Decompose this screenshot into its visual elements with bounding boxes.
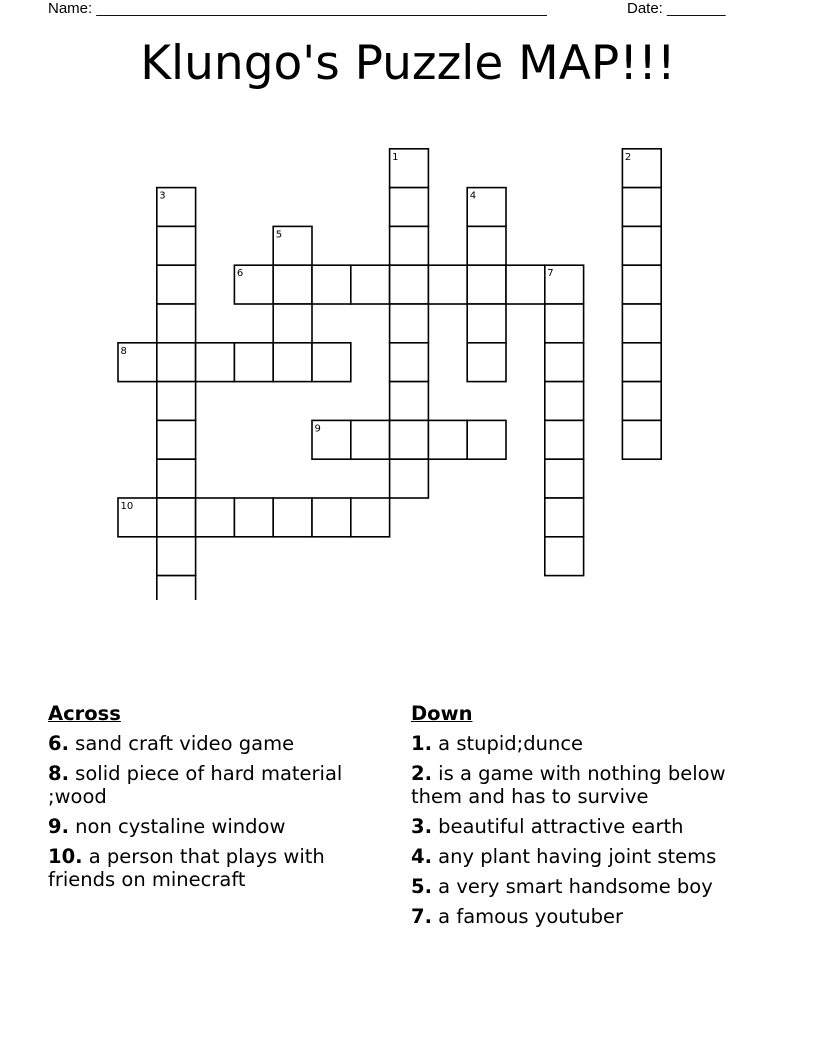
grid-cell[interactable] bbox=[196, 498, 235, 537]
grid-cell[interactable] bbox=[157, 459, 196, 498]
down-clue bbox=[411, 905, 756, 928]
clue-number: 10. bbox=[48, 845, 83, 868]
clue-number: 3. bbox=[411, 815, 432, 838]
grid-cell[interactable] bbox=[390, 382, 429, 421]
name-field[interactable]: Name: ______________________________________________________ bbox=[48, 0, 547, 17]
grid-cell[interactable] bbox=[157, 537, 196, 576]
clue-number-label: 2 bbox=[624, 151, 632, 163]
grid-cell[interactable] bbox=[622, 343, 661, 382]
clue-number: 9. bbox=[48, 815, 69, 838]
down-clues bbox=[411, 702, 756, 935]
down-clue bbox=[411, 815, 756, 838]
down-clue bbox=[411, 845, 756, 868]
grid-cell[interactable] bbox=[234, 343, 273, 382]
grid-cell[interactable] bbox=[467, 226, 506, 265]
clue-text: beautiful attractive earth bbox=[431, 815, 684, 838]
clue-text: non cystaline window bbox=[68, 815, 286, 838]
grid-cell[interactable] bbox=[273, 343, 312, 382]
grid-cell[interactable] bbox=[390, 459, 429, 498]
grid-cell[interactable] bbox=[351, 498, 390, 537]
clue-number: 8. bbox=[48, 762, 69, 785]
grid-cell[interactable] bbox=[545, 498, 584, 537]
grid-cell[interactable] bbox=[622, 304, 661, 343]
across-clue bbox=[48, 815, 393, 838]
grid-cell[interactable] bbox=[157, 265, 196, 304]
down-heading: Down bbox=[411, 702, 473, 725]
down-clue bbox=[411, 762, 756, 808]
grid-cell[interactable] bbox=[312, 265, 351, 304]
grid-cell[interactable] bbox=[622, 226, 661, 265]
clue-number-label: 10 bbox=[120, 501, 134, 512]
clue-number: 6. bbox=[48, 732, 69, 755]
grid-cell[interactable] bbox=[506, 265, 545, 304]
grid-cell[interactable] bbox=[545, 304, 584, 343]
grid-cell[interactable] bbox=[545, 382, 584, 421]
grid-cell[interactable] bbox=[390, 420, 429, 459]
clue-text: a person that plays with friends on minecraft bbox=[48, 845, 325, 891]
grid-cell[interactable] bbox=[234, 498, 273, 537]
grid-cell[interactable] bbox=[390, 226, 429, 265]
grid-cell[interactable] bbox=[390, 343, 429, 382]
grid-cell[interactable] bbox=[157, 420, 196, 459]
grid-cell[interactable] bbox=[467, 420, 506, 459]
grid-cell[interactable] bbox=[157, 498, 196, 537]
grid-cell[interactable] bbox=[622, 265, 661, 304]
across-heading: Across bbox=[48, 702, 121, 725]
clue-number: 2. bbox=[411, 762, 432, 785]
across-clue bbox=[48, 732, 393, 755]
grid-cell[interactable] bbox=[545, 459, 584, 498]
clue-number-label: 7 bbox=[547, 268, 554, 280]
grid-cell[interactable] bbox=[622, 420, 661, 459]
grid-cell[interactable] bbox=[351, 420, 390, 459]
clue-text: sand craft video game bbox=[68, 732, 295, 755]
grid-cell[interactable] bbox=[157, 382, 196, 421]
grid-cell[interactable] bbox=[467, 343, 506, 382]
clue-number: 7. bbox=[411, 905, 432, 928]
grid-cell[interactable] bbox=[312, 498, 351, 537]
grid-cell[interactable] bbox=[545, 343, 584, 382]
grid-cell[interactable] bbox=[157, 576, 196, 600]
clue-number: 1. bbox=[411, 732, 432, 755]
down-clue bbox=[411, 875, 756, 898]
grid-cell[interactable] bbox=[428, 420, 467, 459]
clue-text: any plant having joint stems bbox=[431, 845, 717, 868]
grid-cell[interactable] bbox=[622, 382, 661, 421]
grid-cell[interactable] bbox=[622, 188, 661, 227]
grid-cell[interactable] bbox=[428, 265, 467, 304]
clue-number-label: 3 bbox=[159, 190, 166, 202]
date-field[interactable]: Date: _______ bbox=[627, 0, 726, 17]
clue-text: a stupid;dunce bbox=[431, 732, 584, 755]
clue-number: 5. bbox=[411, 875, 432, 898]
grid-cell[interactable] bbox=[157, 343, 196, 382]
clue-number-label: 6 bbox=[236, 268, 244, 280]
clue-text: a very smart handsome boy bbox=[431, 875, 713, 898]
clue-number-label: 5 bbox=[275, 229, 283, 241]
clue-text: a famous youtuber bbox=[431, 905, 624, 928]
across-clue bbox=[48, 845, 393, 891]
grid-cell[interactable] bbox=[467, 304, 506, 343]
clue-number-label: 9 bbox=[314, 423, 321, 435]
clue-number-label: 8 bbox=[120, 345, 127, 357]
grid-cell[interactable] bbox=[390, 304, 429, 343]
clue-number-label: 1 bbox=[392, 151, 399, 163]
grid-cell[interactable] bbox=[273, 304, 312, 343]
clue-text: is a game with nothing below them and has to survive bbox=[411, 762, 726, 808]
grid-cell[interactable] bbox=[312, 343, 351, 382]
grid-cell[interactable] bbox=[157, 226, 196, 265]
clue-number: 4. bbox=[411, 845, 432, 868]
clue-text: solid piece of hard material ;wood bbox=[48, 762, 343, 808]
puzzle-title: Klungo's Puzzle MAP!!! bbox=[140, 36, 676, 91]
down-clue bbox=[411, 732, 756, 755]
grid-cell[interactable] bbox=[545, 420, 584, 459]
grid-cell[interactable] bbox=[273, 498, 312, 537]
grid-cell[interactable] bbox=[273, 265, 312, 304]
clue-number-label: 4 bbox=[469, 190, 477, 202]
across-clue bbox=[48, 762, 393, 808]
grid-cell[interactable] bbox=[467, 265, 506, 304]
grid-cell[interactable] bbox=[390, 265, 429, 304]
across-clues bbox=[48, 702, 393, 898]
grid-cell[interactable] bbox=[390, 188, 429, 227]
grid-cell[interactable] bbox=[351, 265, 390, 304]
grid-cell[interactable] bbox=[545, 537, 584, 576]
grid-cell[interactable] bbox=[157, 304, 196, 343]
grid-cell[interactable] bbox=[196, 343, 235, 382]
